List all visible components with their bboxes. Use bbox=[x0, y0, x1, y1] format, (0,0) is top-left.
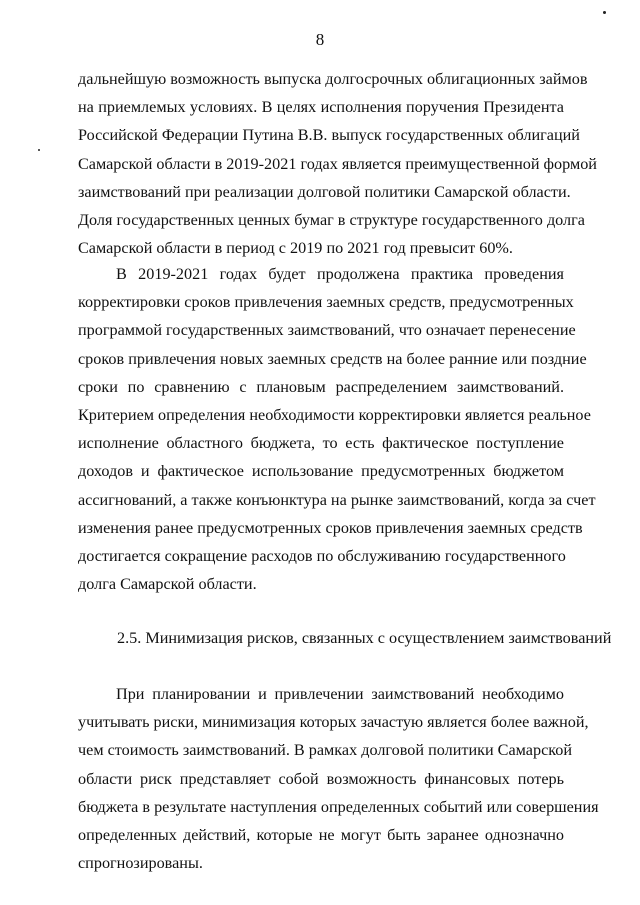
text-line: изменения ранее предусмотренных сроков привлечения заемных средств bbox=[78, 518, 583, 537]
scan-speck bbox=[38, 149, 40, 151]
text-line: долга Самарской области. bbox=[78, 575, 257, 594]
text-line: доходов и фактическое использование предусмотренных бюджетом bbox=[78, 462, 564, 481]
section-heading: 2.5. Минимизация рисков, связанных с осуществлением заимствований bbox=[117, 629, 612, 647]
text-line: Российской Федерации Путина В.В. выпуск государственных облигаций bbox=[78, 126, 580, 145]
text-line: бюджета в результате наступления определенных событий или совершения bbox=[78, 797, 599, 816]
page-number: 8 bbox=[315, 30, 325, 49]
text-line: При планировании и привлечении заимствований необходимо bbox=[116, 685, 564, 703]
text-line: корректировки сроков привлечения заемных средств, предусмотренных bbox=[78, 293, 574, 312]
text-line: достигается сокращение расходов по обслуживанию государственного bbox=[78, 547, 566, 566]
text-line: Самарской области в 2019-2021 годах является преимущественной формой bbox=[78, 154, 597, 173]
text-line: спрогнозированы. bbox=[78, 854, 203, 873]
text-line: дальнейшую возможность выпуска долгосрочных облигационных займов bbox=[78, 70, 588, 88]
text-line: программой государственных заимствований, что означает перенесение bbox=[78, 321, 576, 340]
text-line: определенных действий, которые не могут быть заранее однозначно bbox=[78, 826, 564, 845]
text-line: области риск представляет собой возможность финансовых потерь bbox=[78, 769, 564, 788]
text-line: сроки по сравнению с плановым распределением заимствований. bbox=[78, 377, 564, 396]
text-line: заимствований при реализации долговой политики Самарской области. bbox=[78, 182, 571, 201]
paragraph-borrowing-form bbox=[78, 65, 597, 262]
text-line: ассигнований, а также конъюнктура на рынке заимствований, когда за счет bbox=[78, 490, 596, 509]
text-line: Доля государственных ценных бумаг в структуре государственного долга bbox=[78, 211, 585, 230]
text-line: Критерием определения необходимости корректировки является реальное bbox=[78, 406, 591, 425]
text-line: на приемлемых условиях. В целях исполнения поручения Президента bbox=[78, 98, 564, 117]
text-line: учитывать риски, минимизация которых зачастую является более важной, bbox=[78, 713, 589, 732]
paragraph-term-adjustment bbox=[78, 260, 596, 598]
text-line: Самарской области в период с 2019 по 2021 год превысит 60%. bbox=[78, 239, 513, 258]
scan-speck bbox=[603, 11, 606, 14]
text-line: исполнение областного бюджета, то есть фактическое поступление bbox=[78, 434, 564, 453]
text-line: В 2019-2021 годах будет продолжена практика проведения bbox=[116, 265, 564, 283]
text-line: сроков привлечения новых заемных средств на более ранние или поздние bbox=[78, 349, 587, 368]
text-line: чем стоимость заимствований. В рамках долговой политики Самарской bbox=[78, 741, 573, 760]
paragraph-risk-planning bbox=[78, 680, 599, 877]
